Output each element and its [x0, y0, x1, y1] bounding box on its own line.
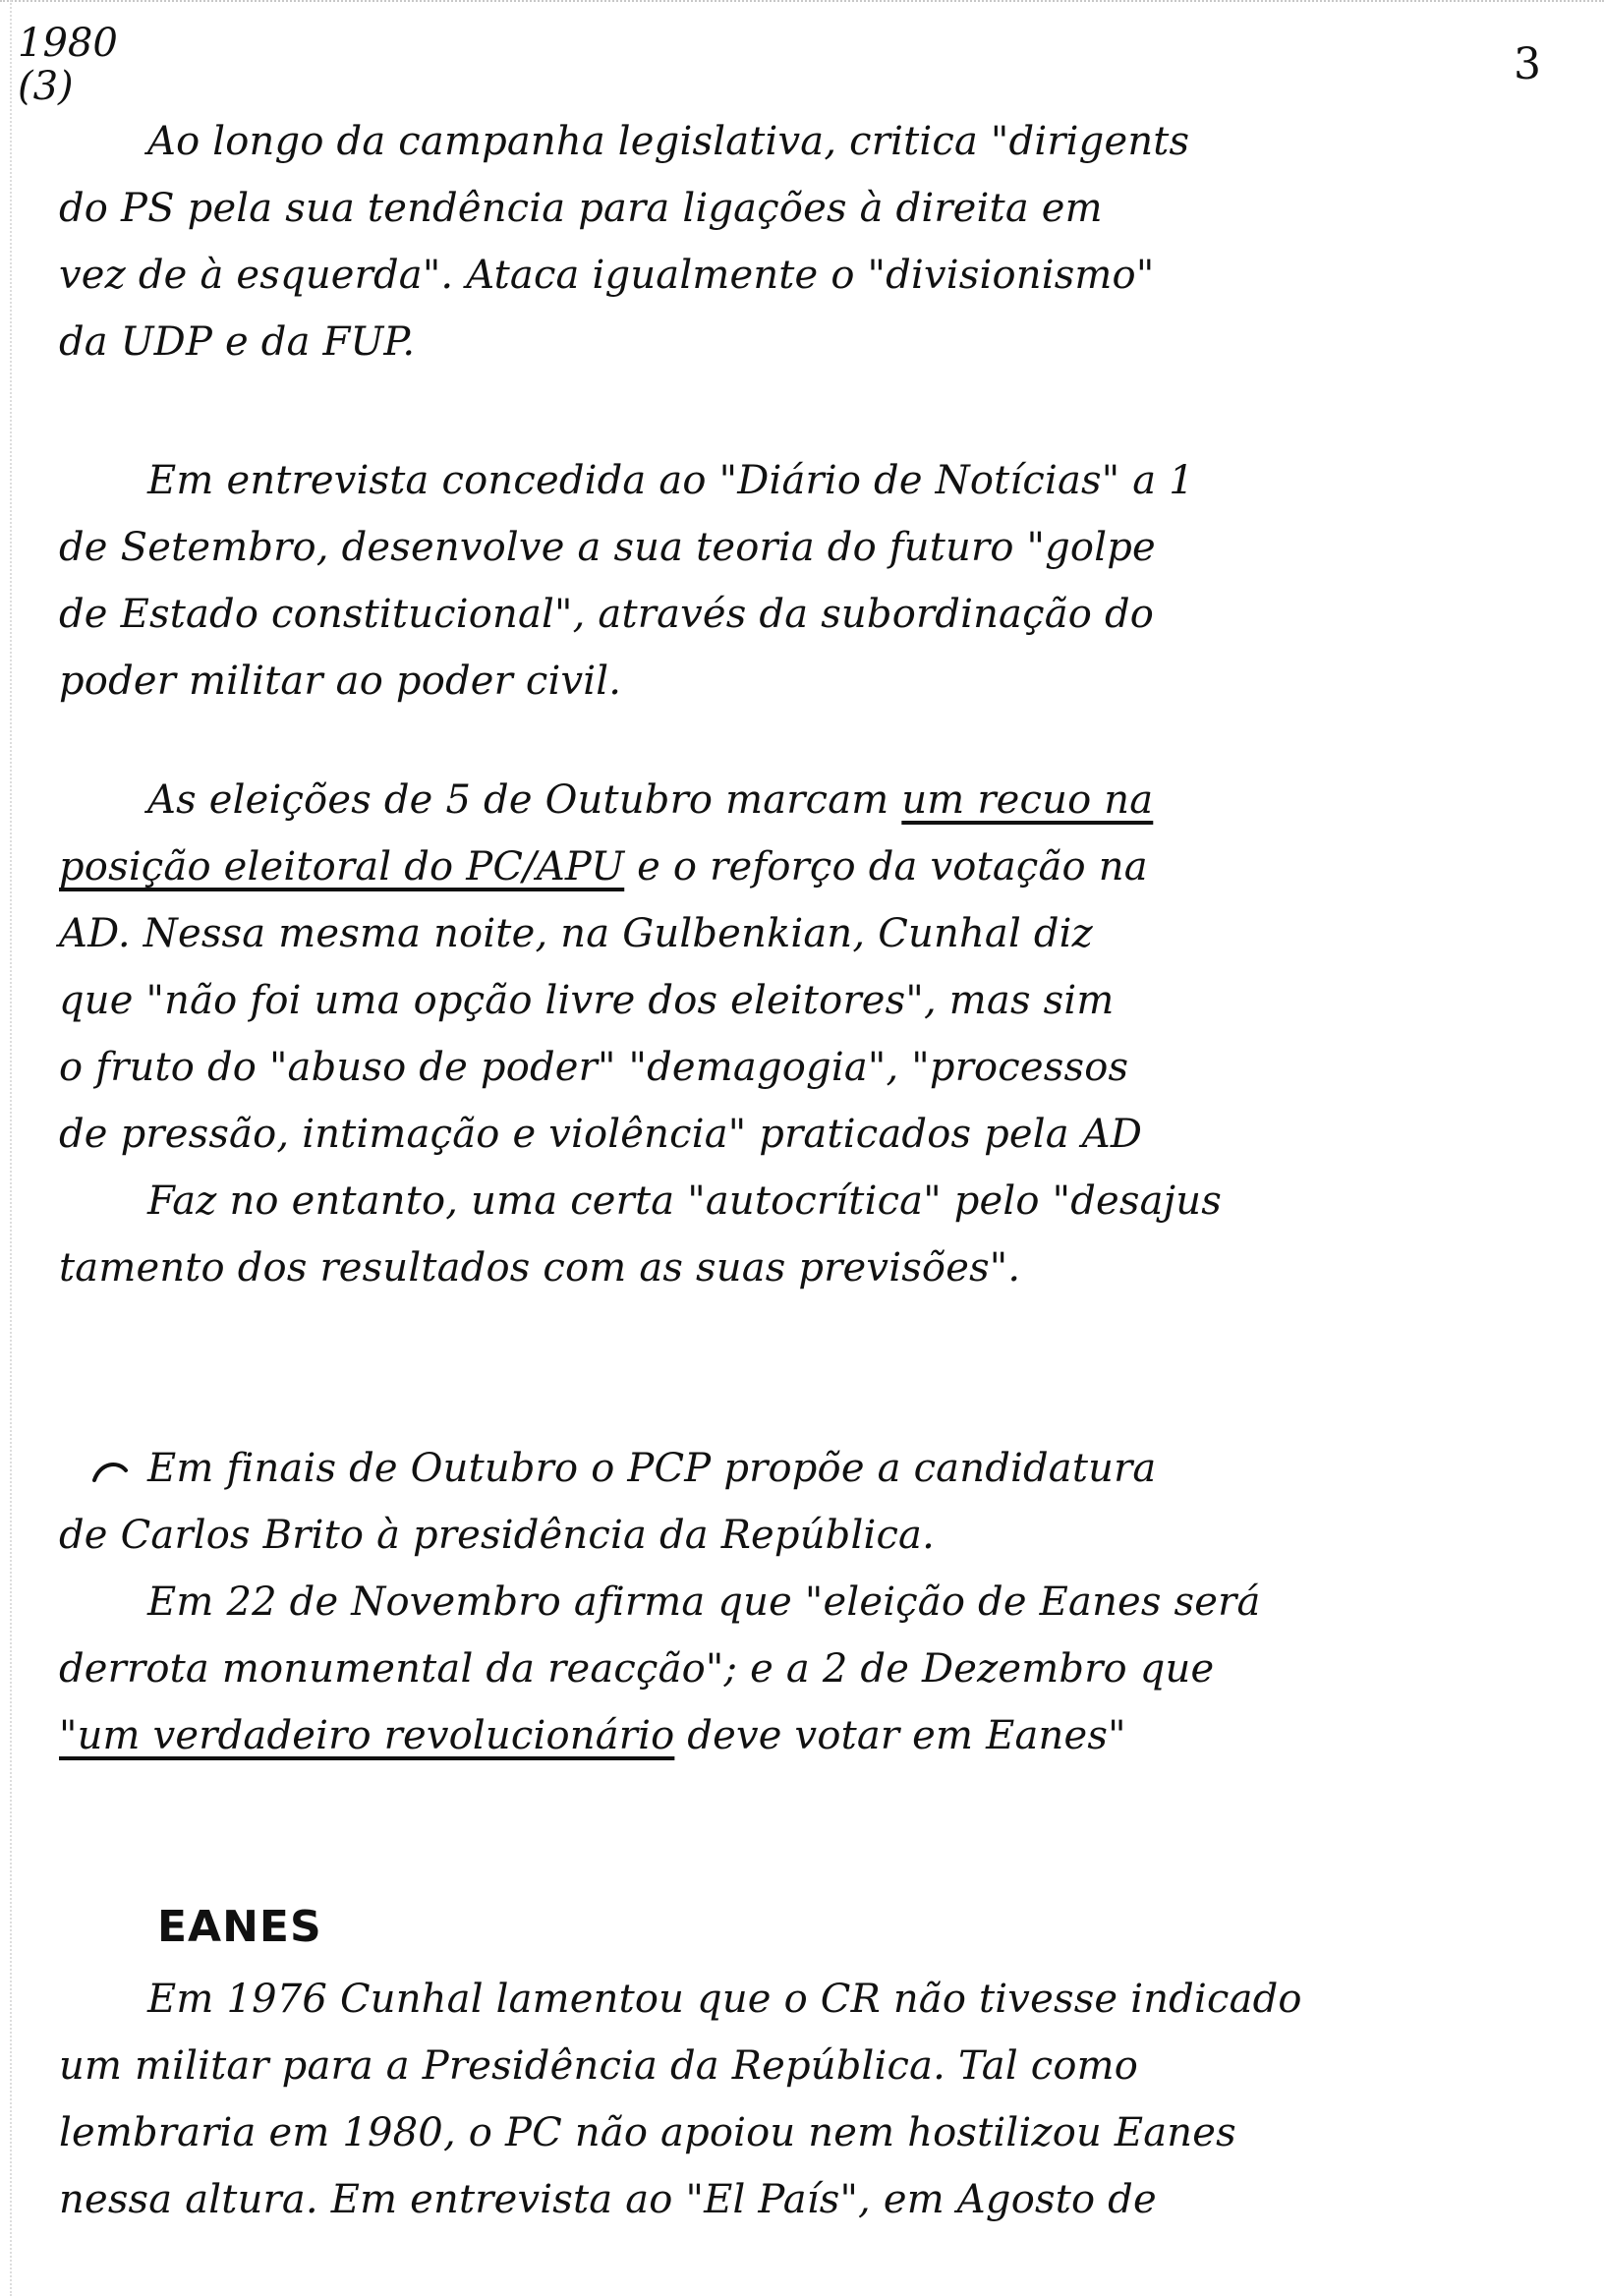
- underlined-text: um recuo na: [901, 777, 1154, 823]
- text-line: [59, 767, 1553, 833]
- text-line: do PS pela sua tendência para ligações à direita em: [59, 186, 1103, 231]
- text-line: Em finais de Outubro o PCP propõe a candidatura: [147, 1446, 1157, 1491]
- text-line: [59, 1702, 1553, 1769]
- underlined-text: "um verdadeiro revolucionário: [59, 1713, 675, 1758]
- text-line: nessa altura. Em entrevista ao "El País", em Agosto de: [59, 2177, 1157, 2222]
- text-segment: deve votar em Eanes": [674, 1713, 1126, 1758]
- page-number: 3: [1514, 39, 1541, 89]
- text-line: lembraria em 1980, o PC não apoiou nem hostilizou Eanes: [59, 2110, 1236, 2155]
- text-line: de Setembro, desenvolve a sua teoria do futuro "golpe: [59, 525, 1156, 570]
- text-line: vez de à esquerda". Ataca igualmente o "divisionismo": [59, 253, 1155, 298]
- scan-left-margin: [10, 0, 12, 2296]
- corner-note-ref: (3): [18, 64, 74, 109]
- corner-note: [18, 22, 118, 108]
- text-line: da UDP e da FUP.: [59, 319, 416, 365]
- corner-note-year: 1980: [18, 21, 118, 66]
- paragraph-4: [59, 1435, 1553, 1769]
- text-segment: e o reforço da votação na: [624, 844, 1148, 890]
- scan-top-edge: [0, 0, 1604, 6]
- text-line: [59, 833, 1553, 900]
- underlined-text: posição eleitoral do PC/APU: [59, 844, 625, 890]
- text-line: tamento dos resultados com as suas previsões".: [59, 1245, 1021, 1291]
- paragraph-5: [59, 1966, 1553, 2233]
- text-line: que "não foi uma opção livre dos eleitores", mas sim: [59, 978, 1115, 1023]
- text-line: poder militar ao poder civil.: [59, 659, 622, 704]
- text-segment: As eleições de 5 de Outubro marcam: [147, 777, 902, 823]
- text-line: Em entrevista concedida ao "Diário de Notícias" a 1: [147, 458, 1194, 503]
- text-line: derrota monumental da reacção"; e a 2 de Dezembro que: [59, 1646, 1215, 1692]
- text-line: de pressão, intimação e violência" praticados pela AD: [59, 1112, 1143, 1157]
- paragraph-3: [59, 767, 1553, 1301]
- text-line: Faz no entanto, uma certa "autocrítica" pelo "desajus: [147, 1178, 1222, 1224]
- text-line: de Carlos Brito à presidência da República.: [59, 1513, 936, 1558]
- paragraph-1: [59, 108, 1553, 375]
- text-line: Em 22 de Novembro afirma que "eleição de Eanes será: [147, 1579, 1261, 1625]
- text-line: AD. Nessa mesma noite, na Gulbenkian, Cunhal diz: [59, 911, 1093, 956]
- paragraph-2: [59, 447, 1553, 715]
- text-line: um militar para a Presidência da República. Tal como: [59, 2043, 1139, 2089]
- text-line: de Estado constitucional", através da subordinação do: [59, 592, 1155, 637]
- text-line: Em 1976 Cunhal lamentou que o CR não tivesse indicado: [147, 1977, 1302, 2022]
- text-line: o fruto do "abuso de poder" "demagogia", "processos: [59, 1045, 1129, 1090]
- text-line: Ao longo da campanha legislativa, critica "dirigents: [147, 119, 1190, 164]
- section-heading: EANES: [157, 1902, 322, 1952]
